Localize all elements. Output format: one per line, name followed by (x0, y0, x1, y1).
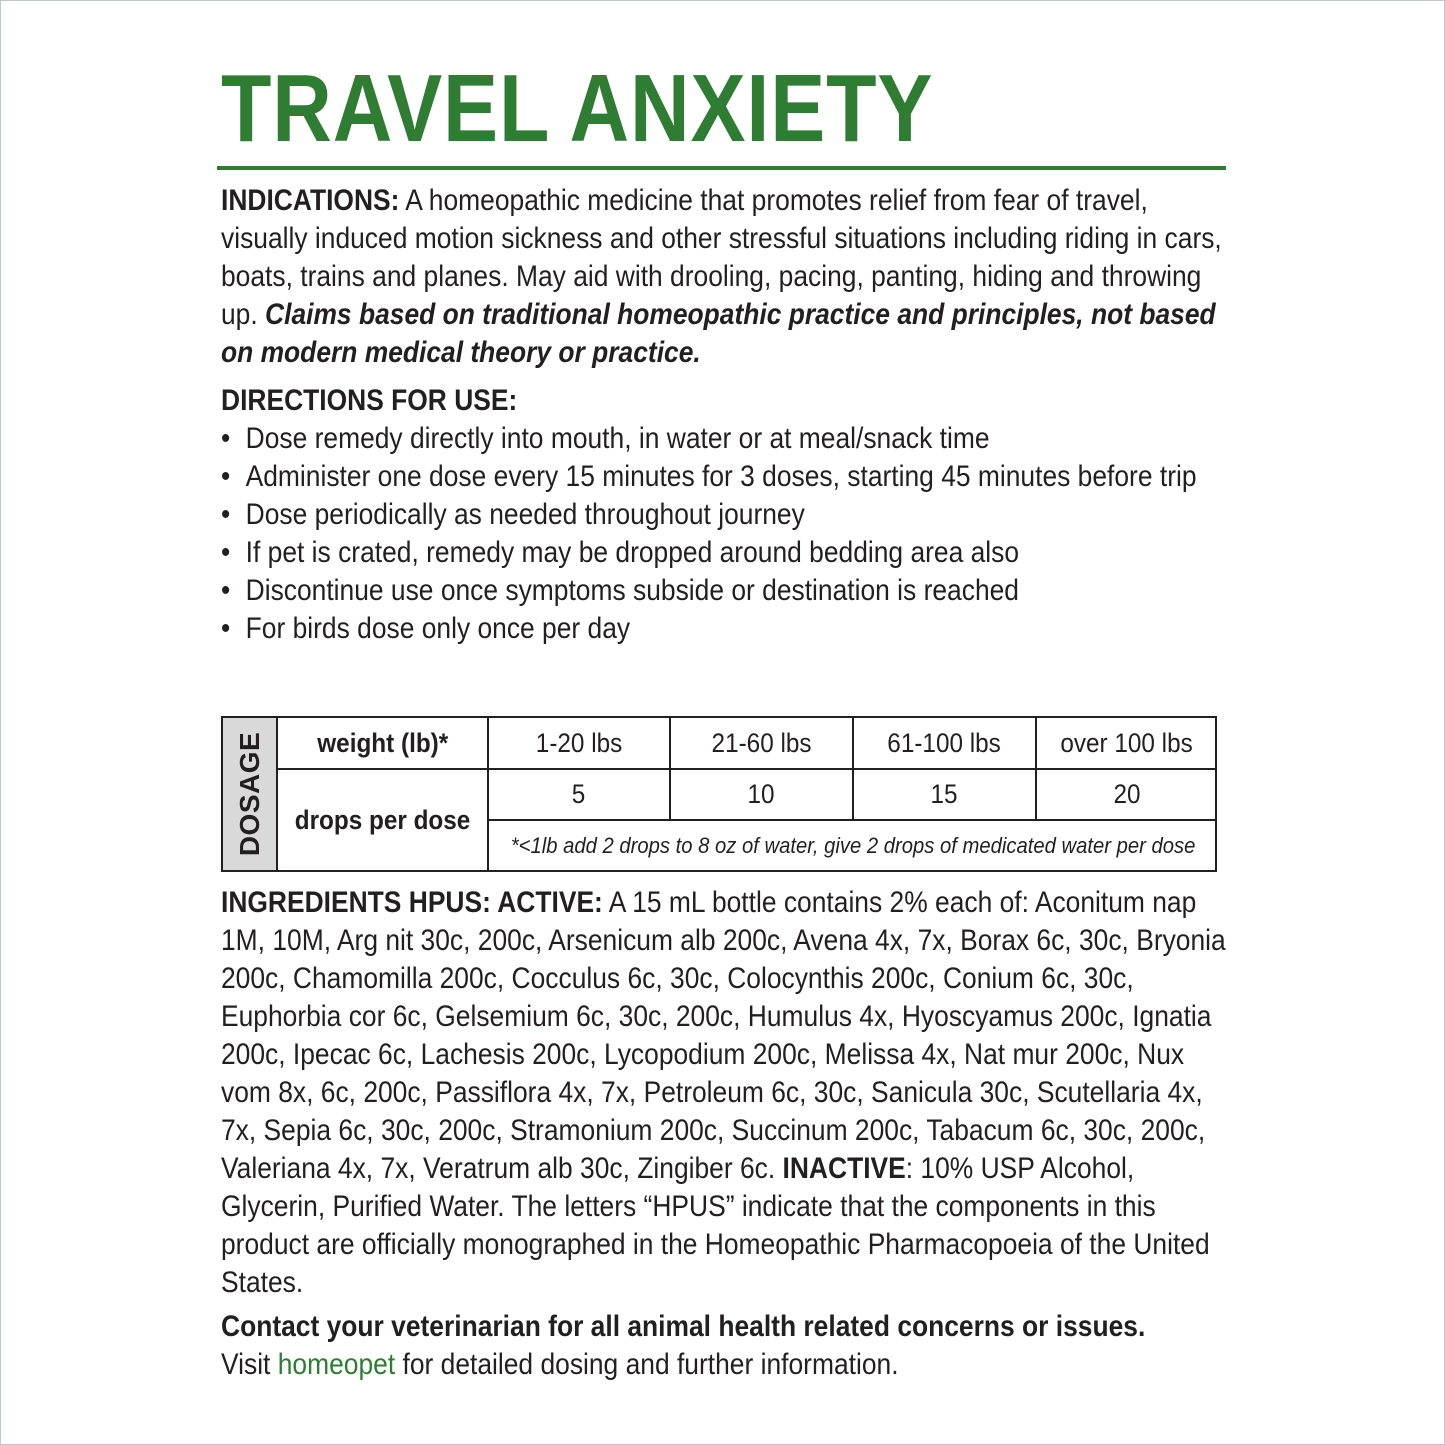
dosage-table (221, 716, 1217, 872)
page-title: TRAVEL ANXIETY (221, 55, 934, 162)
directions-list (221, 420, 1226, 648)
directions-item (221, 496, 1226, 534)
drops-row-label (278, 770, 487, 870)
lower-text-block (221, 884, 1363, 1384)
active-ingredients: A 15 mL bottle contains 2% each of: Aconitum nap 1M, 10M, Arg nit 30c, 200c, Arsenicum alb 200c, Avena 4x, 7x, Borax 6c, 30c, Bryonia 200c, Chamomilla 200c, Cocculus 6c, 30c, Colocynthis 200c, Conium 6c, 30c, Euphorbia cor 6c, Gelsemium 6c, 30c, 200c, Humulus 4x, Hyoscyamus 200c, Ignatia 200c, Ipecac 6c, Lachesis 200c, Lycopodium 200c, Melissa 4x, Nat mur 200c, Nux vom 8x, 6c, 200c, Passiflora 4x, 7x, Petroleum 6c, 30c, Sanicula 30c, Scutellaria 4x, 7x, Sepia 6c, 30c, 200c, Stramonium 200c, Succinum 200c, Tabacum 6c, 30c, 200c, Valeriana 4x, 7x, Veratrum alb 30c, Zingiber 6c. (221, 886, 1226, 1185)
visit-line (221, 1346, 1226, 1384)
dosage-side-label (223, 718, 278, 870)
title-divider (217, 166, 1226, 170)
drops-value: 5 (572, 779, 586, 809)
upper-text-block (221, 182, 1226, 648)
indications-label: INDICATIONS: (221, 184, 400, 217)
weight-value: 1-20 lbs (535, 727, 623, 758)
drops-value: 20 (1113, 779, 1141, 809)
drops-row-label-text: drops per dose (294, 804, 471, 835)
weight-value: 61-100 lbs (887, 727, 1002, 758)
weight-row-label (278, 718, 487, 768)
vet-contact-notice: Contact your veterinarian for all animal health related concerns or issues. (221, 1310, 1146, 1343)
dosage-side-text: DOSAGE (233, 731, 265, 857)
directions-item-text: Dose remedy directly into mouth, in water or at meal/snack time (245, 422, 990, 455)
directions-item (221, 572, 1226, 610)
ingredients-paragraph (221, 884, 1226, 1302)
weight-cell (1037, 718, 1217, 768)
bullet-icon: • (221, 422, 231, 455)
bullet-icon: • (221, 574, 231, 607)
directions-item (221, 534, 1226, 572)
directions-item (221, 610, 1226, 648)
drops-value: 10 (747, 779, 776, 809)
directions-item-text: Discontinue use once symptoms subside or destination is reached (245, 574, 1019, 607)
drops-cell (489, 770, 669, 819)
drops-cell (854, 770, 1035, 819)
inactive-ingredients: : 10% USP Alcohol, Glycerin, Purified Water. The letters “HPUS” indicate that the components in this product are officially monographed in the Homeopathic Pharmacopoeia of the United States. (221, 1152, 1210, 1299)
bullet-icon: • (221, 460, 231, 493)
claims-disclaimer: Claims based on traditional homeopathic practice and principles, not based on modern medical theory or practice. (221, 298, 1216, 369)
bullet-icon: • (221, 536, 231, 569)
directions-item-text: For birds dose only once per day (245, 612, 631, 645)
directions-item (221, 458, 1226, 496)
directions-heading: DIRECTIONS FOR USE: (221, 384, 518, 417)
indications-paragraph (221, 182, 1226, 372)
weight-cell (489, 718, 669, 768)
homeopet-link[interactable]: homeopet (277, 1348, 396, 1381)
drops-value: 15 (930, 779, 959, 809)
product-label (221, 55, 1226, 648)
weight-cell (671, 718, 852, 768)
bullet-icon: • (221, 612, 231, 645)
visit-prefix: Visit (221, 1348, 278, 1381)
inactive-label: INACTIVE (782, 1152, 906, 1185)
lower-text-condensed (221, 884, 1226, 1384)
weight-cell (854, 718, 1035, 768)
drops-cell (671, 770, 852, 819)
weight-value: over 100 lbs (1060, 727, 1194, 758)
dosage-footnote (489, 821, 1217, 870)
directions-item (221, 420, 1226, 458)
directions-item-text: Dose periodically as needed throughout journey (245, 498, 805, 531)
weight-row-label-text: weight (lb)* (317, 727, 448, 758)
dosage-footnote-text: *<1lb add 2 drops to 8 oz of water, give 2 drops of medicated water per dose (510, 832, 1196, 858)
ingredients-label: INGREDIENTS HPUS: ACTIVE: (221, 886, 603, 919)
bullet-icon: • (221, 498, 231, 531)
directions-item-text: Administer one dose every 15 minutes for 3 doses, starting 45 minutes before trip (245, 460, 1197, 493)
directions-item-text: If pet is crated, remedy may be dropped around bedding area also (245, 536, 1020, 569)
visit-suffix: for detailed dosing and further information. (395, 1348, 899, 1381)
drops-cell (1037, 770, 1217, 819)
weight-value: 21-60 lbs (711, 727, 812, 758)
indications-text: A homeopathic medicine that promotes relief from fear of travel, visually induced motion sickness and other stressful situations including riding in cars, boats, trains and planes. May aid with drooling, pacing, panting, hiding and throwing up. (221, 184, 1222, 331)
